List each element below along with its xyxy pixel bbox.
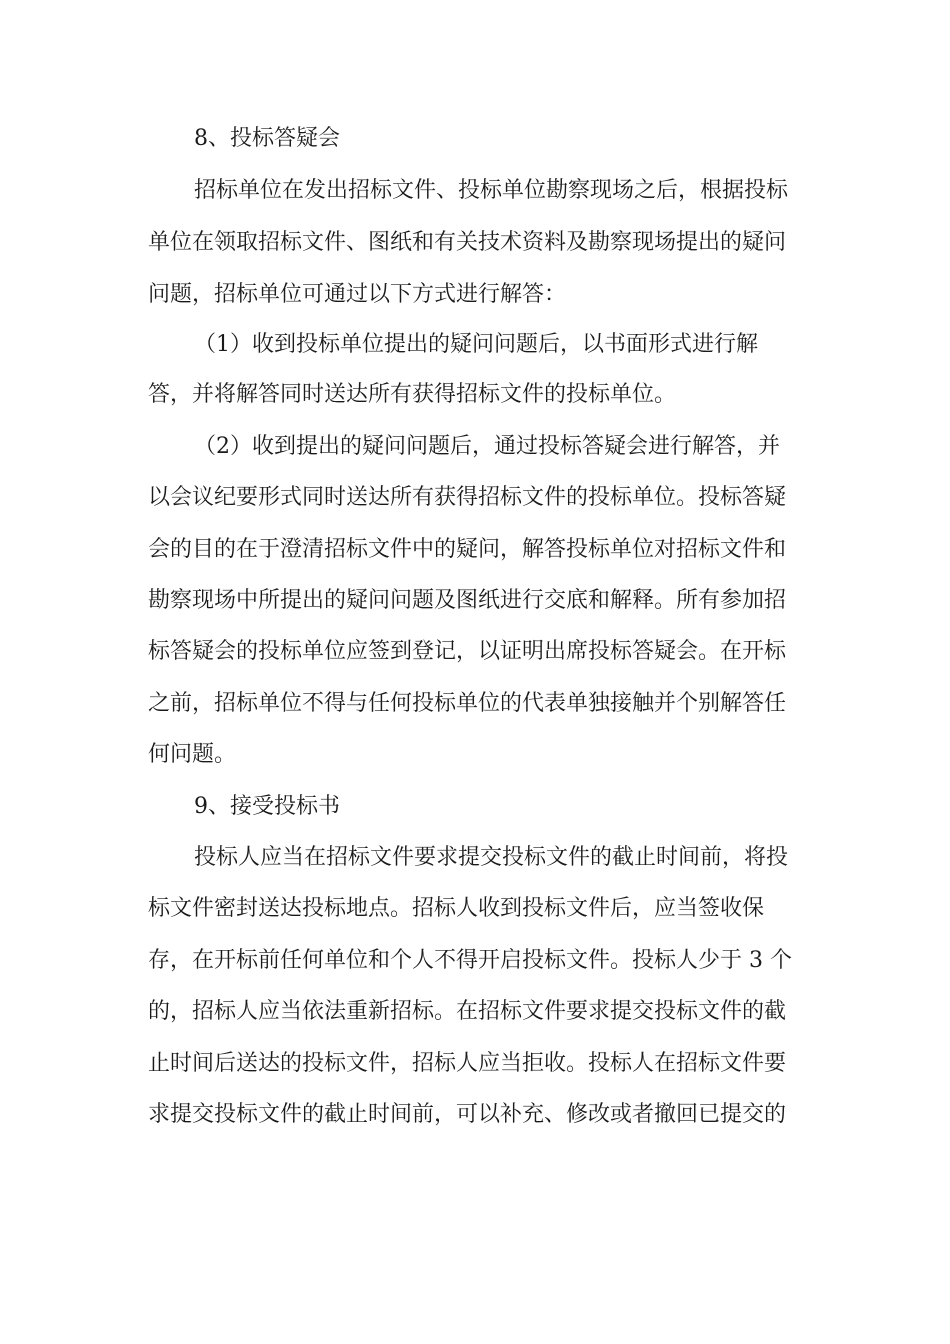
section-heading-8: 8、投标答疑会 bbox=[194, 126, 340, 151]
paragraph-line: 求提交投标文件的截止时间前，可以补充、修改或者撤回已提交的 bbox=[148, 1102, 787, 1127]
paragraph-line: 的，招标人应当依法重新招标。在招标文件要求提交投标文件的截 bbox=[148, 999, 787, 1024]
paragraph-line: 止时间后送达的投标文件，招标人应当拒收。投标人在招标文件要 bbox=[148, 1051, 787, 1076]
paragraph-line: 标文件密封送达投标地点。招标人收到投标文件后，应当签收保 bbox=[148, 896, 765, 921]
list-item-2-line: 勘察现场中所提出的疑问问题及图纸进行交底和解释。所有参加招 bbox=[148, 588, 787, 613]
list-item-2-line: 之前，招标单位不得与任何投标单位的代表单独接触并个别解答任 bbox=[148, 691, 787, 716]
paragraph-line: 问题，招标单位可通过以下方式进行解答： bbox=[148, 282, 567, 307]
list-item-2-line: （2）收到提出的疑问问题后，通过投标答疑会进行解答，并 bbox=[194, 434, 780, 459]
paragraph-line: 招标单位在发出招标文件、投标单位勘察现场之后，根据投标 bbox=[194, 178, 789, 203]
section-heading-9: 9、接受投标书 bbox=[194, 794, 340, 819]
list-item-1-line: （1）收到投标单位提出的疑问问题后，以书面形式进行解 bbox=[194, 332, 758, 357]
list-item-2-line: 以会议纪要形式同时送达所有获得招标文件的投标单位。投标答疑 bbox=[148, 485, 787, 510]
paragraph-line: 存，在开标前任何单位和个人不得开启投标文件。投标人少于 3 个 bbox=[148, 948, 792, 973]
list-item-1-line: 答，并将解答同时送达所有获得招标文件的投标单位。 bbox=[148, 382, 677, 407]
paragraph-line: 单位在领取招标文件、图纸和有关技术资料及勘察现场提出的疑问 bbox=[148, 230, 787, 255]
paragraph-line: 投标人应当在招标文件要求提交投标文件的截止时间前，将投 bbox=[194, 845, 789, 870]
list-item-2-line: 标答疑会的投标单位应签到登记，以证明出席投标答疑会。在开标 bbox=[148, 639, 787, 664]
list-item-2-line: 会的目的在于澄清招标文件中的疑问，解答投标单位对招标文件和 bbox=[148, 537, 787, 562]
list-item-2-line: 何问题。 bbox=[148, 742, 237, 767]
